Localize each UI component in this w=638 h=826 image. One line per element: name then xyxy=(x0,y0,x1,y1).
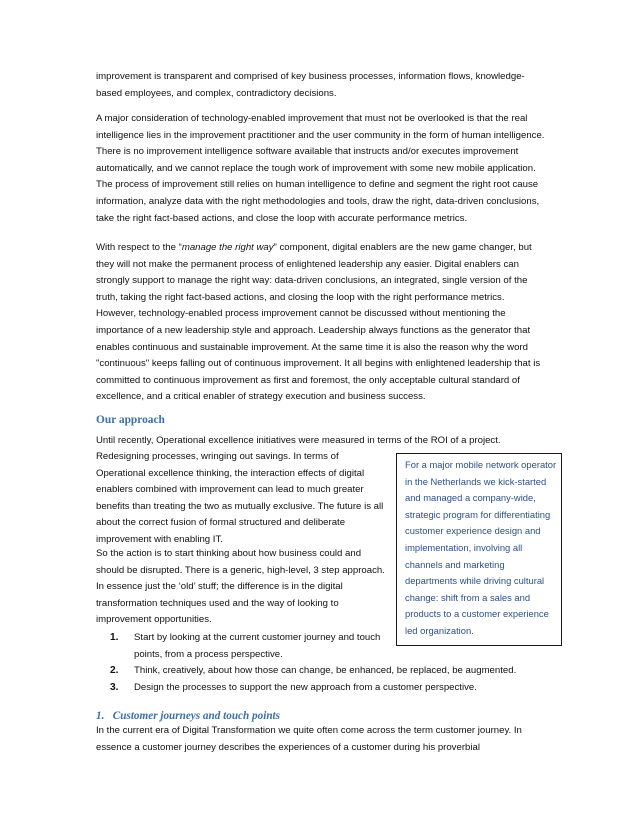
heading-our-approach: Our approach xyxy=(96,414,165,426)
paragraph-technology: A major consideration of technology-enabled improvement that must not be overlooked is that the real intelligence lies in the improvement practitioner and the user community in the form of human intelligence. There is no improvement intelligence software available that instructs and/or executes improvement automatically, and we cannot replace the tough work of improvement with some new mobile application. The process of improvement still relies on human intelligence to define and segment the right root cause information, analyze data with the right methodologies and tools, draw the right, data-driven conclusions, take the right fact-based actions, and close the loop with accurate performance metrics. xyxy=(96,113,545,224)
paragraph-intro: improvement is transparent and comprised of key business processes, information flows, knowledge-based employees, and complex, contradictory decisions. xyxy=(96,71,525,99)
callout-text: For a major mobile network operator in the Netherlands we kick-started and managed a company-wide, strategic program for differentiating customer experience design and implementation, involving all channels and marketing departments while driving cultural change: shift from a sales and products to a customer experience led organization. xyxy=(405,459,557,636)
paragraph-customer-journey: In the current era of Digital Transformation we quite often come across the term customer journey. In essence a customer journey describes the experiences of a customer during his proverbial xyxy=(96,725,522,753)
heading-number: 1. xyxy=(96,710,105,722)
paragraph-approach-intro: Until recently, Operational excellence initiatives were measured in terms of the ROI of a project. xyxy=(96,435,501,446)
paragraph-manage-right-way xyxy=(96,240,546,406)
list-item xyxy=(110,680,574,697)
paragraph-action: So the action is to start thinking about how business could and should be disrupted. There is a generic, high-level, 3 step approach. In essence just the ‘old’ stuff; the difference is in the digital transformation techniques used and the way of looking to improvement opportunities. xyxy=(96,548,385,626)
heading-title: Customer journeys and touch points xyxy=(112,710,281,722)
heading-customer-journeys xyxy=(96,710,280,722)
list-item xyxy=(110,630,386,663)
step-number: 1. xyxy=(110,632,119,643)
list-item xyxy=(110,663,574,680)
step-number: 2. xyxy=(110,665,119,677)
steps-list xyxy=(110,630,574,696)
step-number: 3. xyxy=(110,681,119,693)
paragraph-text-segment: With respect to the “ xyxy=(96,242,182,253)
paragraph-text-segment: ” component, digital enablers are the new game changer, but they will not make the permanent process of enlightened leadership any easier. Digital enablers can strongly support to manage the right way: data-driven conclusions, an integrated, single version of the truth, taking the right fact-based actions, and closing the loop with the right performance metrics. However, technology-enabled process improvement cannot be discussed without mentioning the importance of a new leadership style and approach. Leadership always functions as the generator that enables continuous and sustainable improvement. At the same time it is also the reason why the word "continuous" keeps falling out of continuous improvement. It all begins with enlightened leadership that is committed to continuous improvement as first and foremost, the only acceptable cultural standard of excellence, and a critical enabler of strategy execution and business success. xyxy=(96,242,541,403)
callout-box xyxy=(396,453,562,646)
paragraph-approach-body: Redesigning processes, wringing out savings. In terms of Operational excellence thinking, the interaction effects of digital enablers combined with improvement can lead to much greater benefits than treating the two as mutually exclusive. The future is all about the correct fusion of formal structured and deliberate improvement with enabling IT. xyxy=(96,451,384,545)
emphasis-manage-right-way: manage the right way xyxy=(181,242,274,253)
step-text: Think, creatively, about how those can change, be enhanced, be replaced, be augmented. xyxy=(134,665,517,677)
step-text: Start by looking at the current customer journey and touch points, from a process perspective. xyxy=(134,632,381,660)
step-text: Design the processes to support the new approach from a customer perspective. xyxy=(134,681,477,693)
